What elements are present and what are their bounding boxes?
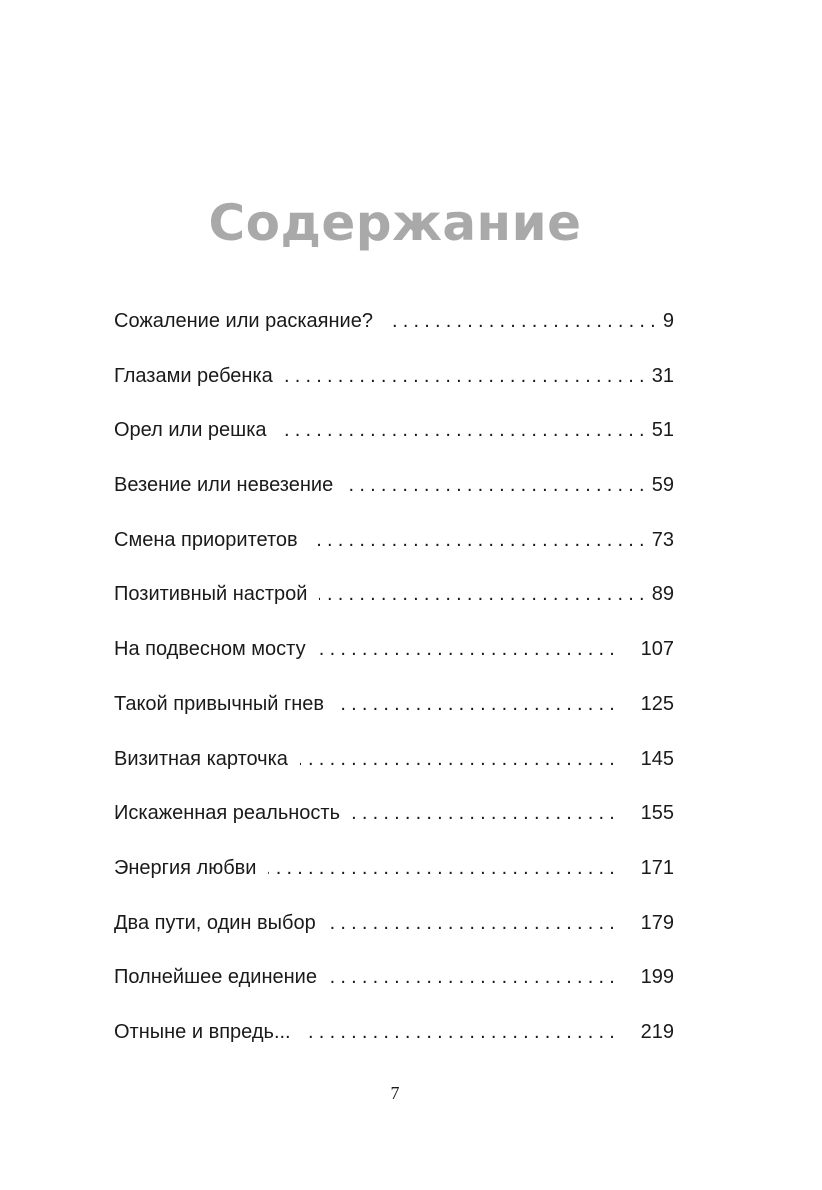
toc-entry[interactable] (114, 744, 674, 799)
toc-entry-page: 59 (651, 474, 674, 497)
toc-leader-dots (385, 306, 661, 336)
toc-entry-title: Орел или решка (114, 419, 267, 442)
toc-entry[interactable] (114, 689, 674, 744)
toc-entry-page: 179 (640, 911, 674, 934)
toc-entry[interactable] (114, 853, 674, 908)
toc-entry-page: 9 (662, 310, 674, 332)
toc-leader-dots (319, 579, 649, 609)
toc-entry[interactable] (114, 470, 674, 525)
toc-leader-dots (279, 415, 650, 445)
toc-entry-title: Искаженная реальность (114, 802, 340, 825)
toc-leader-dots (310, 525, 650, 555)
toc-entry-title: Смена приоритетов (114, 528, 298, 551)
toc-leader-dots (345, 470, 650, 500)
toc-leader-dots (285, 361, 650, 391)
table-of-contents (114, 306, 674, 1072)
toc-entry-page: 125 (640, 692, 674, 715)
page-title: Содержание (208, 193, 582, 252)
toc-entry-title: Сожаление или раскаяние? (114, 310, 373, 332)
toc-entry-page: 145 (640, 747, 674, 770)
toc-entry[interactable] (114, 306, 674, 361)
toc-entry-page: 155 (640, 802, 674, 825)
toc-entry-page: 73 (651, 528, 674, 551)
toc-leader-dots (329, 962, 620, 992)
toc-leader-dots (352, 798, 620, 828)
toc-entry[interactable] (114, 1017, 674, 1072)
toc-entry-page: 199 (640, 966, 674, 989)
toc-entry-title: Отныне и впредь... (114, 1020, 291, 1043)
toc-leader-dots (300, 744, 620, 774)
toc-entry-title: Такой привычный гнев (114, 692, 325, 715)
page-number: 7 (390, 1083, 400, 1103)
toc-entry-title: Везение или невезение (114, 474, 334, 497)
toc-entry-page: 51 (651, 419, 674, 442)
toc-leader-dots (328, 908, 620, 938)
toc-entry[interactable] (114, 415, 674, 470)
toc-entry[interactable] (114, 634, 674, 689)
toc-entry-title: Два пути, один выбор (114, 911, 316, 934)
toc-entry-title: Визитная карточка (114, 747, 288, 770)
toc-entry-page: 107 (640, 638, 674, 661)
toc-entry[interactable] (114, 962, 674, 1017)
toc-entry-page: 89 (651, 583, 674, 606)
toc-entry[interactable] (114, 361, 674, 416)
toc-entry[interactable] (114, 798, 674, 853)
toc-entry-title: На подвесном мосту (114, 638, 306, 661)
toc-entry-title: Позитивный настрой (114, 583, 308, 606)
toc-entry-title: Глазами ребенка (114, 364, 273, 387)
toc-entry[interactable] (114, 908, 674, 963)
toc-entry-page: 31 (651, 364, 674, 387)
toc-entry-page: 219 (640, 1020, 674, 1043)
toc-leader-dots (303, 1017, 620, 1047)
toc-entry-title: Энергия любви (114, 856, 257, 879)
toc-entry-title: Полнейшее единение (114, 966, 317, 989)
toc-leader-dots (268, 853, 620, 883)
toc-leader-dots (336, 689, 620, 719)
toc-entry[interactable] (114, 525, 674, 580)
toc-entry[interactable] (114, 579, 674, 634)
toc-entry-page: 171 (640, 856, 674, 879)
toc-leader-dots (318, 634, 620, 664)
